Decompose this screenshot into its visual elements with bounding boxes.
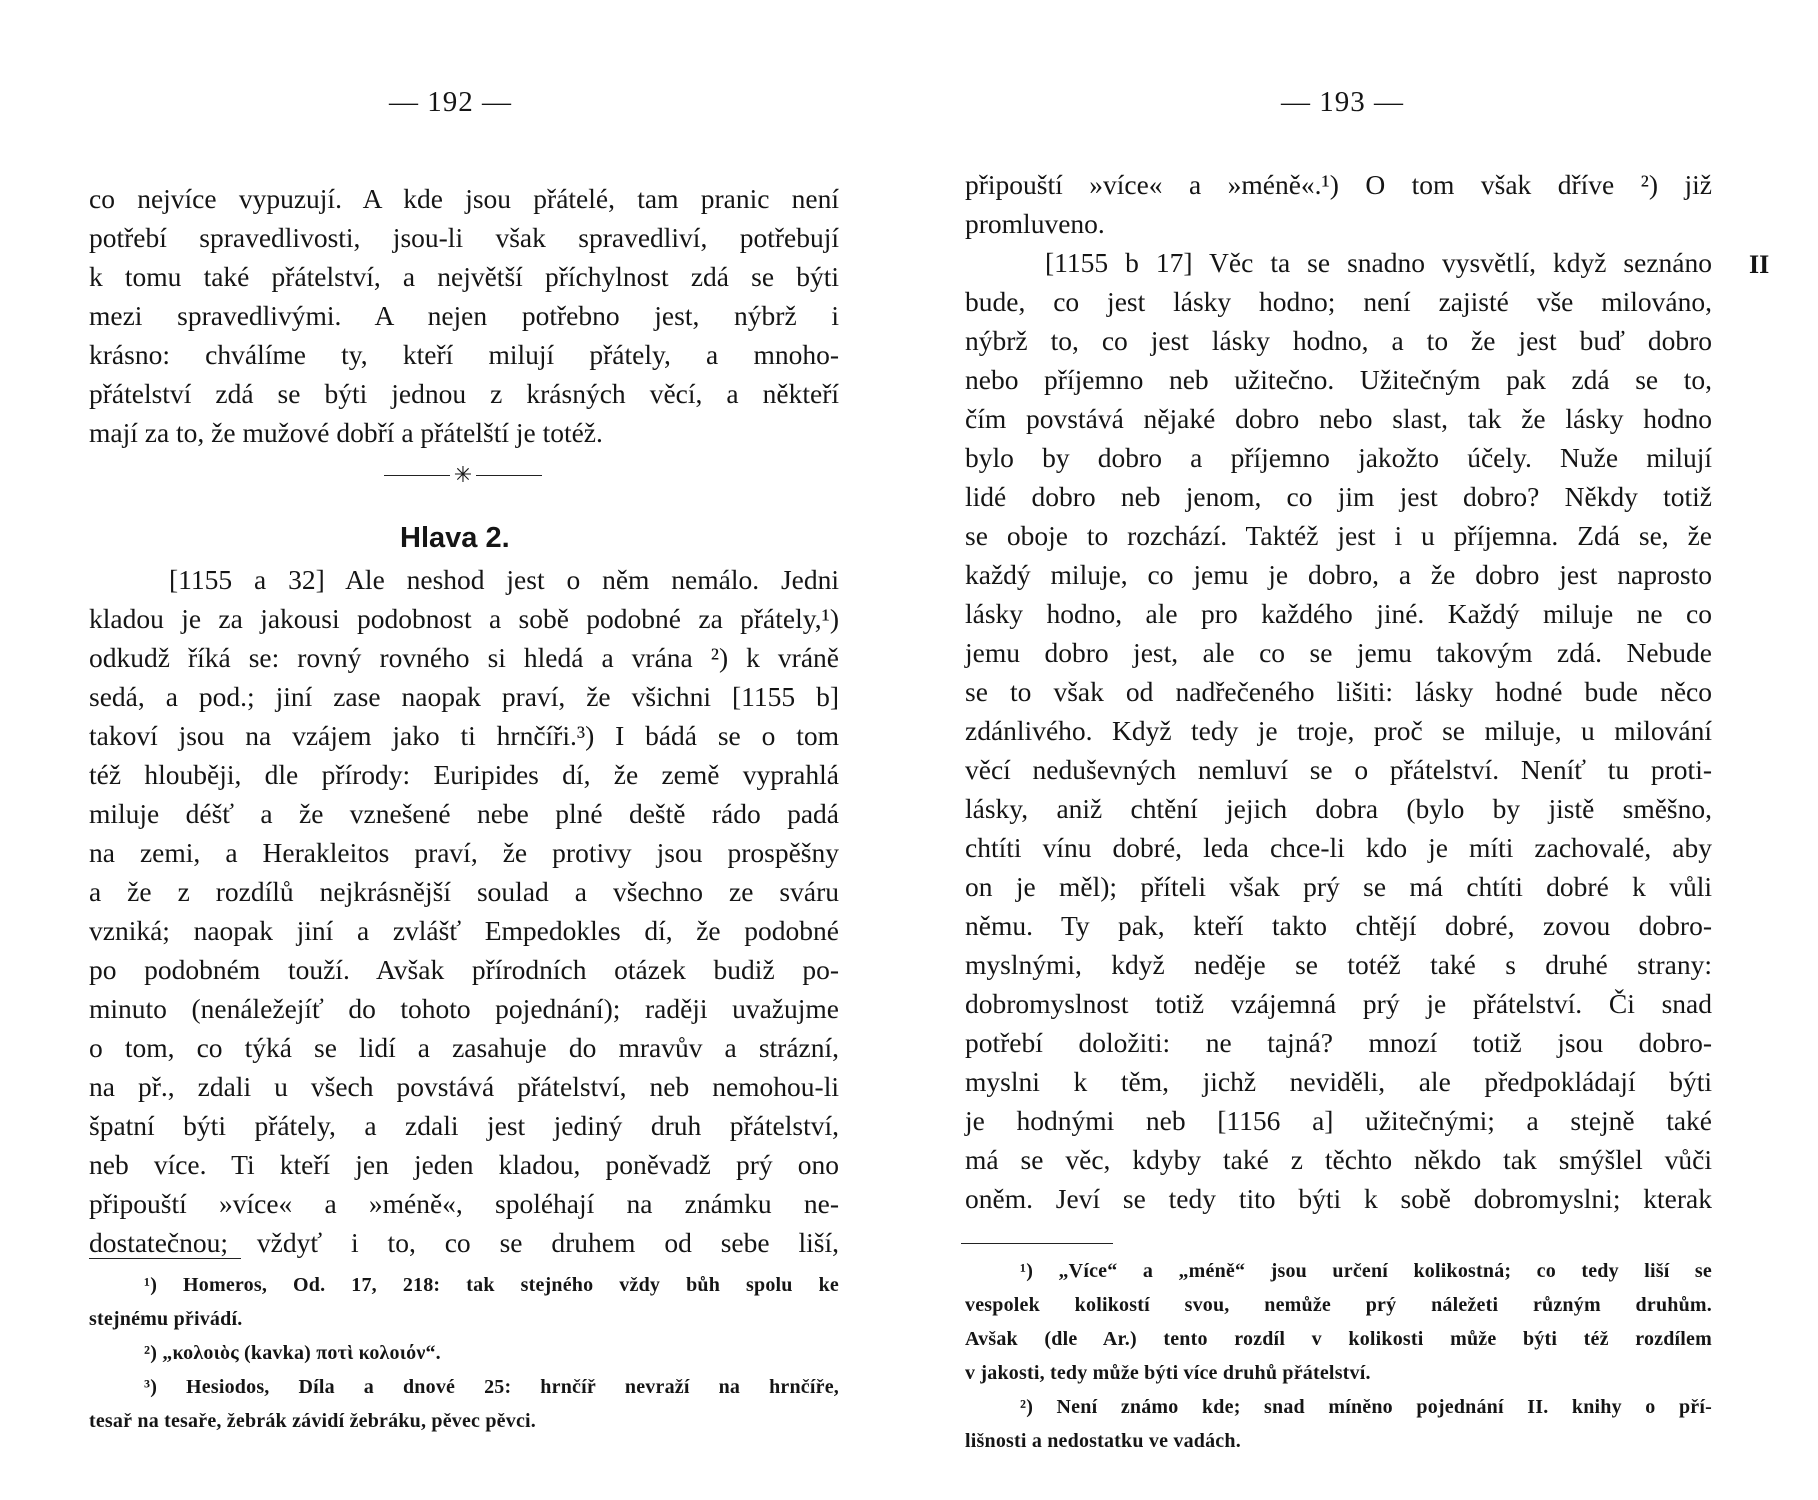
text-line: a že z rozdílů nejkrásnější soulad a všechno ze sváru (89, 876, 839, 907)
text-line: co nejvíce vypuzují. A kde jsou přátelé, tam pranic není (89, 183, 839, 214)
footnote-line: ¹) Homeros, Od. 17, 218: tak stejného vždy bůh spolu ke (144, 1274, 839, 1296)
text-line: [1155 b 17] Věc ta se snadno vysvětlí, když seznáno (1045, 247, 1712, 278)
text-line: [1155 a 32] Ale neshod jest o něm nemálo. Jedni (169, 564, 839, 595)
text-line: má se věc, kdyby také z těchto někdo tak smýšlel vůči (965, 1144, 1712, 1175)
left-body-text-top (89, 179, 839, 452)
text-line: o tom, co týká se lidí a zasahuje do mravův a strázní, (89, 1032, 839, 1063)
text-line: též hlouběji, dle přírody: Euripides dí, že země vyprahlá (89, 759, 839, 790)
text-line: krásno: chválíme ty, kteří milují přátely, a mnoho- (89, 339, 839, 370)
right-footnotes (965, 1254, 1712, 1458)
text-line: bylo by dobro a příjemno jakožto účely. Nuže milují (965, 442, 1712, 473)
text-line: čím povstává nějaké dobro nebo slast, tak že lásky hodno (965, 403, 1712, 434)
text-line: sedá, a pod.; jiní zase naopak praví, že všichni [1155 b] (89, 681, 839, 712)
footnote-line: tesař na tesaře, žebrák závidí žebráku, pěvec pěvci. (89, 1410, 536, 1432)
text-line: přátelství zdá se býti jednou z krásných věcí, a někteří (89, 378, 839, 409)
text-line: nebo příjemno neb užitečno. Užitečným pak zdá se to, (965, 364, 1712, 395)
text-line: takoví jsou na vzájem jako ti hrnčíři.³) I bádá se o tom (89, 720, 839, 751)
text-line: lásky hodno, ale pro každého jiné. Každý miluje ne co (965, 598, 1712, 629)
section-ornament: ✳ (378, 463, 548, 487)
text-line: mají za to, že mužové dobří a přátelští je totéž. (89, 417, 603, 448)
text-line: myslnými, když neděje se totéž také s druhé strany: (965, 949, 1712, 980)
text-line: bude, co jest lásky hodno; není zajisté vše milováno, (965, 286, 1712, 317)
text-line: připouští »více« a »méně«.¹) O tom však dříve ²) již (965, 169, 1712, 200)
text-line: neb více. Ti kteří jen jeden kladou, poněvadž prý ono (89, 1149, 839, 1180)
text-line: po podobném touží. Avšak přírodních otázek budiž po- (89, 954, 839, 985)
text-line: lásky, aniž chtění jejich dobra (bylo by jistě směšno, (965, 793, 1712, 824)
text-line: miluje déšť a že vznešené nebe plné deště rádo padá (89, 798, 839, 829)
text-line: promluveno. (965, 208, 1105, 239)
text-line: minuto (nenáležejíť do tohoto pojednání); raději uvažujme (89, 993, 839, 1024)
text-line: dobromyslnost totiž vzájemná prý je přátelství. Či snad (965, 988, 1712, 1019)
footnote-line: Avšak (dle Ar.) tento rozdíl v kolikosti může býti též rozdílem (965, 1328, 1712, 1350)
text-line: se to však od nadřečeného lišiti: lásky hodné bude něco (965, 676, 1712, 707)
text-line: špatní býti přátely, a zdali jest jediný druh přátelství, (89, 1110, 839, 1141)
page-number-left: — 192 — (389, 86, 512, 118)
text-line: jemu dobro jest, ale co se jemu takovým zdá. Nebude (965, 637, 1712, 668)
text-line: mezi spravedlivými. A nejen potřebno jest, nýbrž i (89, 300, 839, 331)
text-line: k tomu také přátelství, a největší příchylnost zdá se býti (89, 261, 839, 292)
text-line: nýbrž to, co jest lásky hodno, a to že jest buď dobro (965, 325, 1712, 356)
text-line: na př., zdali u všech povstává přátelství, neb nemohou-li (89, 1071, 839, 1102)
text-line: on je měl); příteli však prý se má chtíti dobré k vůli (965, 871, 1712, 902)
text-line: kladou je za jakousi podobnost a sobě podobné za přátely,¹) (89, 603, 839, 634)
text-line: potřebí doložiti: ne tajná? mnozí totiž jsou dobro- (965, 1027, 1712, 1058)
text-line: potřebí spravedlivosti, jsou-li však spravedliví, potřebují (89, 222, 839, 253)
text-line: dostatečnou; vždyť i to, co se druhem od sebe liší, (89, 1227, 839, 1258)
text-line: lidé dobro neb jenom, co jim jest dobro? Někdy totiž (965, 481, 1712, 512)
footnote-divider (89, 1258, 241, 1259)
footnote-line: ²) Není známo kde; snad míněno pojednání II. knihy o pří- (1020, 1396, 1712, 1418)
text-line: je hodnými neb [1156 a] užitečnými; a stejně také (965, 1105, 1712, 1136)
text-line: vzniká; naopak jiní a zvlášť Empedokles dí, že podobné (89, 915, 839, 946)
footnote-line: ¹) „Více“ a „méně“ jsou určení kolikostná; co tedy liší se (1020, 1260, 1712, 1282)
footnote-line: vespolek kolikostí svou, nemůže prý náležeti různým druhům. (965, 1294, 1712, 1316)
text-line: chtíti vínu dobré, leda chce-li kdo je míti zachovalé, aby (965, 832, 1712, 863)
text-line: každý miluje, co jemu je dobro, a že dobro jest naprosto (965, 559, 1712, 590)
footnote-line: stejnému přivádí. (89, 1308, 243, 1330)
footnote-line: lišnosti a nedostatku ve vadách. (965, 1430, 1241, 1452)
chapter-heading: Hlava 2. (400, 522, 510, 554)
text-line: věcí neduševných nemluví se o přátelství. Neníť tu proti- (965, 754, 1712, 785)
text-line: se oboje to rozchází. Taktéž jest i u příjemna. Zdá se, že (965, 520, 1712, 551)
text-line: na zemi, a Herakleitos praví, že protivy jsou prospěšny (89, 837, 839, 868)
footnote-line: v jakosti, tedy může býti více druhů přátelství. (965, 1362, 1371, 1384)
left-body-text-chapter (89, 560, 839, 1262)
text-line: myslni k těm, jichž neviděli, ale předpokládají býti (965, 1066, 1712, 1097)
text-line: odkudž říká se: rovný rovného si hledá a vrána ²) k vráně (89, 642, 839, 673)
page-number-right: — 193 — (1281, 86, 1404, 118)
margin-book-marker: II (1749, 250, 1770, 279)
text-line: připouští »více« a »méně«, spoléhají na známku ne- (89, 1188, 839, 1219)
right-body-text (965, 165, 1712, 1218)
left-footnotes (89, 1268, 839, 1438)
right-page (909, 0, 1818, 1500)
footnote-divider (961, 1243, 1113, 1244)
text-line: zdánlivého. Když tedy je troje, proč se miluje, u milování (965, 715, 1712, 746)
text-line: němu. Ty pak, kteří takto chtějí dobré, zovou dobro- (965, 910, 1712, 941)
footnote-line: ²) „κολοιὸς (kavka) ποτὶ κολοιόν“. (144, 1342, 441, 1364)
footnote-line: ³) Hesiodos, Díla a dnové 25: hrnčíř nevraží na hrnčíře, (144, 1376, 839, 1398)
text-line: oněm. Jeví se tedy tito býti k sobě dobromyslni; kterak (965, 1183, 1712, 1214)
